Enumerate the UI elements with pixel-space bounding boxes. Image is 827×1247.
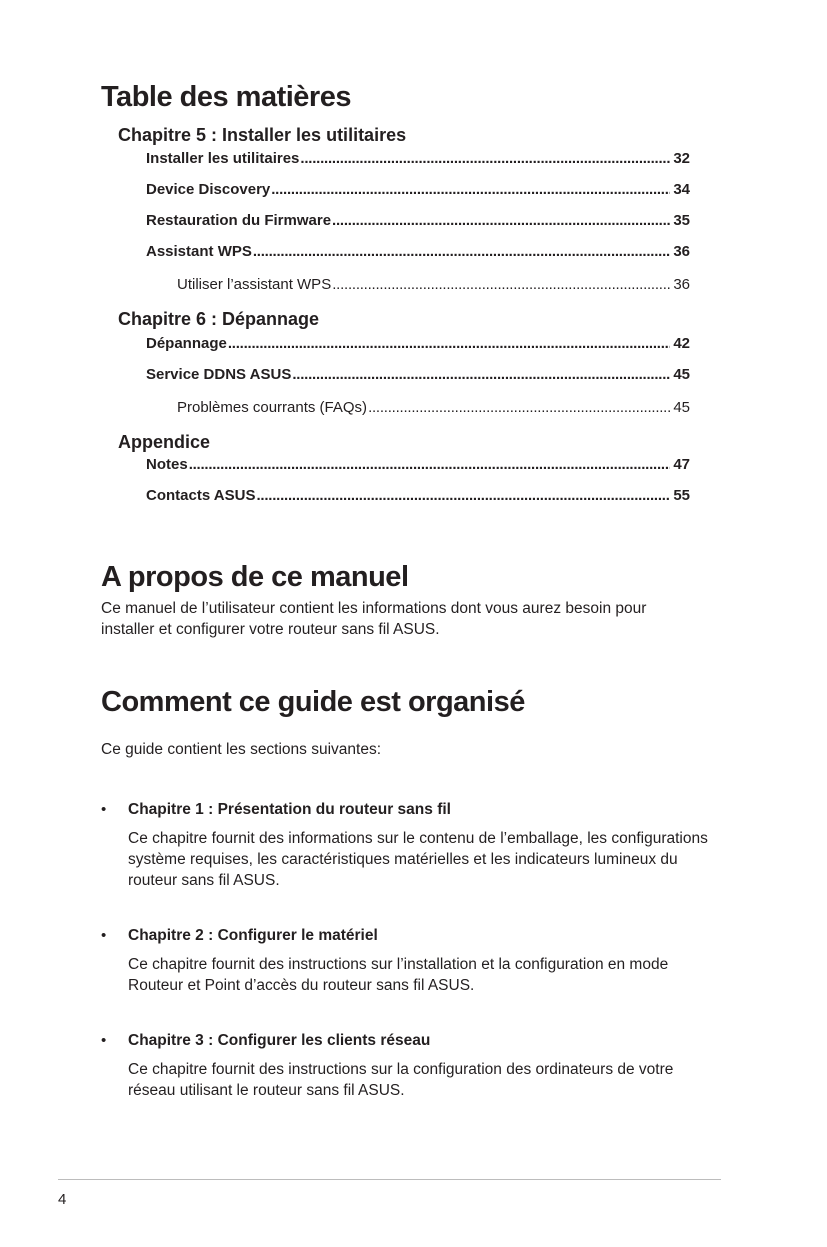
bullet-icon: • [101, 1032, 107, 1049]
chapter-summary-heading: Chapitre 3 : Configurer les clients réseau [128, 1032, 431, 1049]
toc-leader-dots [189, 455, 671, 475]
toc-leader-dots [253, 242, 670, 262]
toc-chapter-heading: Chapitre 5 : Installer les utilitaires [118, 125, 407, 145]
toc-appendix [101, 431, 721, 517]
organization-section [101, 684, 721, 1101]
chapter-summary-item [101, 799, 723, 891]
footer-divider [58, 1179, 721, 1180]
toc-leader-dots [271, 180, 670, 200]
toc-entry-page: 35 [673, 212, 690, 229]
toc-entry-label: Installer les utilitaires [146, 150, 300, 167]
toc-entry[interactable] [146, 486, 690, 517]
toc-entry-page: 45 [673, 366, 690, 383]
toc-entry[interactable] [146, 211, 690, 242]
toc-entry[interactable] [146, 455, 690, 486]
organization-title: Comment ce guide est organisé [101, 686, 525, 718]
toc-entry-page: 36 [673, 276, 690, 293]
toc-leader-dots [292, 365, 670, 385]
chapter-summary-heading: Chapitre 1 : Présentation du routeur sans fil [128, 801, 451, 818]
chapter-summary-text: Ce chapitre fournit des informations sur le contenu de l’emballage, les configurations système requises, les caractéristiques matérielles et les indicateurs lumineux du routeur sans fil ASUS. [128, 830, 708, 889]
about-text: Ce manuel de l’utilisateur contient les informations dont vous aurez besoin pour installer et configurer votre routeur sans fil ASUS. [101, 600, 647, 638]
organization-intro: Ce guide contient les sections suivantes: [101, 741, 382, 758]
toc-entry-page: 36 [673, 243, 690, 260]
toc-entry[interactable] [146, 149, 690, 180]
toc-entry-page: 47 [673, 456, 690, 473]
toc-title: Table des matières [101, 81, 351, 113]
toc-entry-page: 32 [673, 150, 690, 167]
toc-entry-page: 34 [673, 181, 690, 198]
about-section [101, 559, 721, 640]
toc-entry[interactable] [146, 180, 690, 211]
chapter-summary-text: Ce chapitre fournit des instructions sur l’installation et la configuration en mode Routeur et Point d’accès du routeur sans fil ASUS. [128, 956, 669, 994]
toc-entry-label: Assistant WPS [146, 243, 252, 260]
toc-entry-label: Service DDNS ASUS [146, 366, 292, 383]
bullet-icon: • [101, 801, 107, 818]
bullet-icon: • [101, 927, 107, 944]
toc-leader-dots [332, 275, 670, 295]
toc-leader-dots [332, 211, 670, 231]
toc-entry-page: 45 [673, 399, 690, 416]
chapter-summary-item [101, 1030, 723, 1101]
toc-entry-label: Problèmes courrants (FAQs) [177, 399, 368, 416]
toc-subentry[interactable] [177, 275, 690, 306]
toc-entry[interactable] [146, 242, 690, 273]
toc-entry[interactable] [146, 334, 690, 365]
toc-chapter-heading: Appendice [118, 432, 211, 452]
page-number: 4 [58, 1191, 67, 1208]
toc-entry-page: 42 [673, 335, 690, 352]
toc-leader-dots [228, 334, 670, 354]
chapter-summary-item [101, 925, 723, 996]
toc-chapter-6 [101, 308, 721, 429]
toc-leader-dots [300, 149, 670, 169]
toc-chapter-heading: Chapitre 6 : Dépannage [118, 309, 320, 329]
toc-leader-dots [256, 486, 670, 506]
chapter-summary-text: Ce chapitre fournit des instructions sur la configuration des ordinateurs de votre réseau utilisant le routeur sans fil ASUS. [128, 1061, 674, 1099]
about-title: A propos de ce manuel [101, 561, 409, 593]
toc-chapter-5 [101, 124, 721, 306]
page-content [101, 78, 721, 1101]
toc-entry-label: Utiliser l’assistant WPS [177, 276, 332, 293]
toc-subentry[interactable] [177, 398, 690, 429]
chapter-summary-heading: Chapitre 2 : Configurer le matériel [128, 927, 378, 944]
toc-entry-label: Dépannage [146, 335, 227, 352]
toc-leader-dots [368, 398, 670, 418]
toc-entry-label: Device Discovery [146, 181, 271, 198]
toc-entry-label: Restauration du Firmware [146, 212, 332, 229]
toc-entry-page: 55 [673, 487, 690, 504]
toc-entry-label: Notes [146, 456, 188, 473]
toc-entry-label: Contacts ASUS [146, 487, 256, 504]
toc-entry[interactable] [146, 365, 690, 396]
